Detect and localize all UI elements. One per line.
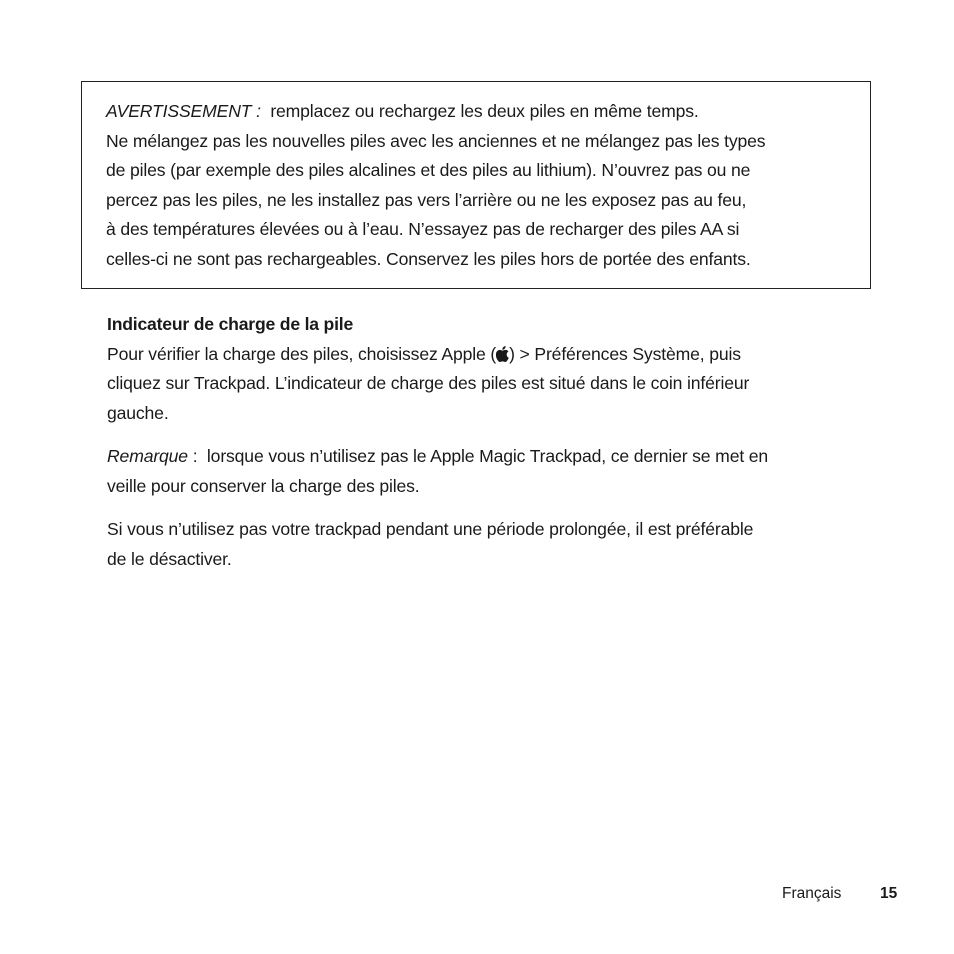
section-title: Indicateur de charge de la pile xyxy=(107,314,354,334)
note-line-1 xyxy=(107,442,867,472)
main-content xyxy=(107,310,867,574)
warning-line-2: Ne mélangez pas les nouvelles piles avec les anciennes et ne mélangez pas les types xyxy=(106,130,766,151)
deactivate-paragraph-line-1: Si vous n’utilisez pas votre trackpad pendant une période prolongée, il est préférable xyxy=(107,519,754,539)
page-number: 15 xyxy=(880,885,898,902)
apple-logo-icon xyxy=(496,346,509,362)
warning-line-1 xyxy=(106,97,850,127)
battery-paragraph-line-3: gauche. xyxy=(107,402,169,423)
warning-text: remplacez ou rechargez les deux piles en même temps. xyxy=(270,101,699,121)
note-line-2: veille pour conserver la charge des piles. xyxy=(107,475,420,496)
note-colon: : xyxy=(187,446,198,466)
warning-box xyxy=(81,81,871,289)
warning-line-3: de piles (par exemple des piles alcalines et des piles au lithium). N’ouvrez pas ou ne xyxy=(106,160,751,180)
battery-paragraph-line-1 xyxy=(107,340,867,370)
warning-line-5: à des températures élevées ou à l’eau. N’essayez pas de recharger des piles AA si xyxy=(106,219,740,239)
note-label: Remarque xyxy=(107,446,188,466)
warning-line-4: percez pas les piles, ne les installez pas vers l’arrière ou ne les exposez pas au feu, xyxy=(106,189,747,210)
footer-language: Français xyxy=(782,885,842,902)
battery-paragraph-line-2: cliquez sur Trackpad. L’indicateur de charge des piles est situé dans le coin inférieur xyxy=(107,373,750,393)
battery-text-after-icon: ) > Préférences Système, puis xyxy=(509,343,741,364)
battery-text-before-icon: Pour vérifier la charge des piles, choisissez Apple ( xyxy=(107,343,497,364)
warning-line-6: celles-ci ne sont pas rechargeables. Conservez les piles hors de portée des enfants. xyxy=(106,248,751,269)
warning-label: AVERTISSEMENT : xyxy=(106,101,261,121)
deactivate-paragraph-line-2: de le désactiver. xyxy=(107,548,232,569)
page-footer xyxy=(0,885,954,909)
note-text: lorsque vous n’utilisez pas le Apple Magic Trackpad, ce dernier se met en xyxy=(206,446,769,466)
